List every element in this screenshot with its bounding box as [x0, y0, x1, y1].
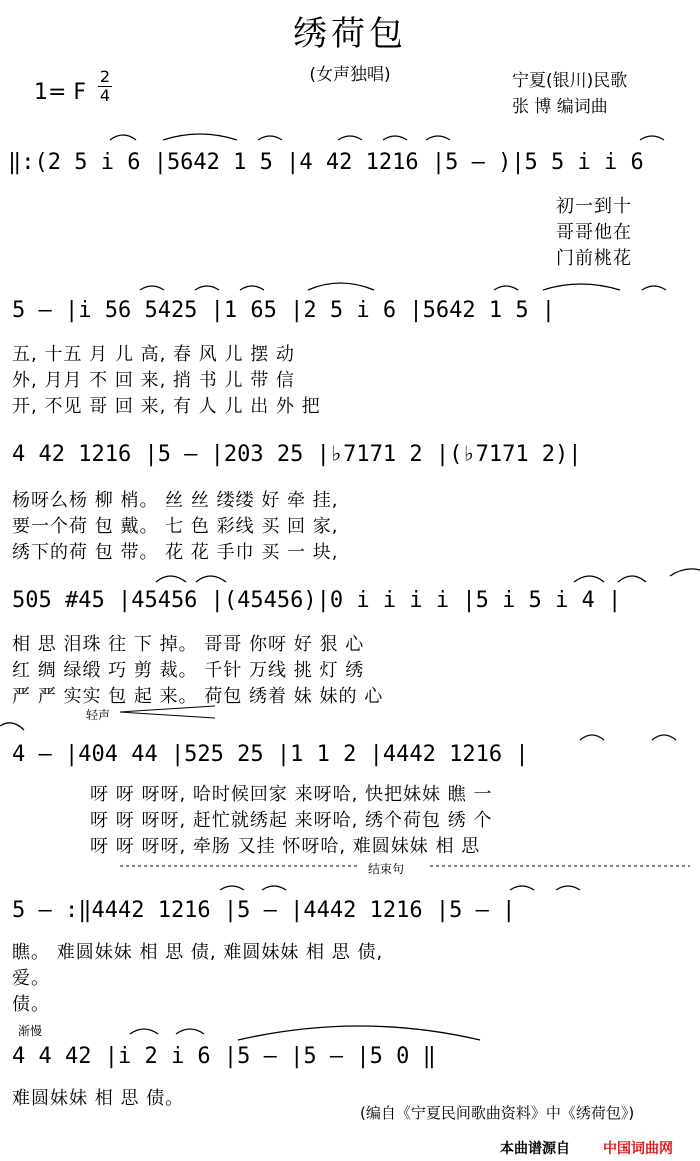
slur — [618, 576, 646, 582]
slur — [196, 576, 226, 582]
staff-6-lyric-2: 爱。 — [12, 968, 50, 989]
credit-origin: 宁夏(银川)民歌 — [512, 71, 628, 91]
staff-1-lyric-2: 哥哥他在 — [556, 222, 632, 243]
meter-bottom: 4 — [99, 86, 111, 105]
staff-2-lyric-1: 五, 十五 月 儿 高, 春 风 儿 摆 动 — [12, 344, 295, 365]
staff-1-lyric-1: 初一到十 — [556, 196, 632, 217]
slur — [510, 886, 534, 890]
slur — [556, 886, 580, 890]
slur — [130, 1029, 158, 1034]
staff-1-lyric-3: 门前桃花 — [556, 248, 632, 269]
slur — [140, 286, 164, 290]
slur — [176, 1029, 204, 1034]
staff-1-notes: ‖:(2 5 i 6 |5642 1 5 |4 42 1216 |5 — )|5 5 i i 6 — [8, 150, 644, 175]
staff-7-notes: 4 4 42 |i 2 i 6 |5 — |5 — |5 0 ‖ — [12, 1044, 436, 1069]
tempo-marking: 渐慢 — [18, 1024, 43, 1038]
staff-7-lyric-1: 难圆妹妹 相 思 债。 — [12, 1088, 185, 1109]
staff-3-notes: 4 42 1216 |5 — |203 25 |♭7171 2 |(♭7171 2)| — [12, 442, 582, 467]
slur — [195, 286, 219, 290]
tie — [238, 1026, 480, 1040]
slur — [262, 886, 286, 890]
staff-3-lyric-1: 杨呀么杨 柳 梢。 丝 丝 缕缕 好 牵 挂, — [12, 490, 339, 511]
slur — [580, 735, 604, 740]
slur — [156, 576, 186, 582]
meter-top: 2 — [99, 67, 111, 86]
slur — [574, 576, 604, 582]
slur — [642, 286, 666, 290]
key-signature: 1= F — [34, 80, 87, 105]
slur — [383, 136, 407, 140]
slur — [258, 136, 282, 140]
slur — [640, 136, 664, 140]
staff-2-lyric-2: 外, 月月 不 回 来, 捎 书 儿 带 信 — [12, 370, 295, 391]
footer-label: 本曲谱源自 — [500, 1141, 570, 1157]
ending-marking: 结束句 — [368, 862, 405, 876]
staff-6-lyric-3: 债。 — [12, 994, 50, 1015]
slur — [220, 886, 244, 890]
staff-6-notes: 5 — :‖4442 1216 |5 — |4442 1216 |5 — | — [12, 898, 516, 923]
slur — [0, 723, 24, 730]
slur — [240, 286, 264, 290]
credit-arranger: 张 博 编词曲 — [512, 97, 608, 117]
slur — [670, 569, 700, 576]
staff-5-lyric-3: 呀 呀 呀呀, 牵肠 又挂 怀呀哈, 难圆妹妹 相 思 — [90, 836, 481, 857]
dynamic-marking: 轻声 — [86, 708, 111, 722]
slur — [652, 735, 676, 740]
staff-4-notes: 505 #45 |45456 |(45456)|0 i i i i |5 i 5 i 4 | — [12, 588, 622, 613]
slur — [110, 135, 136, 140]
staff-4-lyric-2: 红 绸 绿缎 巧 剪 裁。 千针 万线 挑 灯 绣 — [12, 660, 365, 681]
staff-4-lyric-3: 严 严 实实 包 起 来。 荷包 绣着 妹 妹的 心 — [12, 686, 384, 707]
staff-3-lyric-3: 绣下的荷 包 带。 花 花 手巾 买 一 块, — [12, 542, 339, 563]
song-title: 绣荷包 — [293, 14, 407, 54]
staff-3-lyric-2: 要一个荷 包 戴。 七 色 彩线 买 回 家, — [12, 516, 339, 537]
staff-2-notes: 5 — |i 56 5425 |1 65 |2 5 i 6 |5642 1 5 | — [12, 298, 556, 323]
slur — [426, 136, 450, 140]
slur — [163, 134, 237, 140]
staff-5-lyric-2: 呀 呀 呀呀, 赶忙就绣起 来呀哈, 绣个荷包 绣 个 — [90, 810, 493, 831]
slur — [308, 283, 374, 290]
slur — [543, 284, 620, 290]
staff-5-lyric-1: 呀 呀 呀呀, 哈时候回家 来呀哈, 快把妹妹 瞧 一 — [90, 784, 493, 805]
staff-2-lyric-3: 开, 不见 哥 回 来, 有 人 儿 出 外 把 — [12, 396, 321, 417]
slur — [494, 286, 518, 290]
staff-6-lyric-1: 瞧。 难圆妹妹 相 思 债, 难圆妹妹 相 思 债, — [12, 942, 384, 963]
footer-site-link[interactable]: 中国词曲网 — [603, 1141, 673, 1157]
performance-note: (女声独唱) — [309, 65, 391, 85]
staff-4-lyric-1: 相 思 泪珠 往 下 掉。 哥哥 你呀 好 狠 心 — [12, 634, 365, 655]
staff-5-notes: 4 — |404 44 |525 25 |1 1 2 |4442 1216 | — [12, 742, 529, 767]
source-note: (编自《宁夏民间歌曲资料》中《绣荷包》) — [360, 1104, 635, 1122]
slur — [338, 136, 362, 140]
